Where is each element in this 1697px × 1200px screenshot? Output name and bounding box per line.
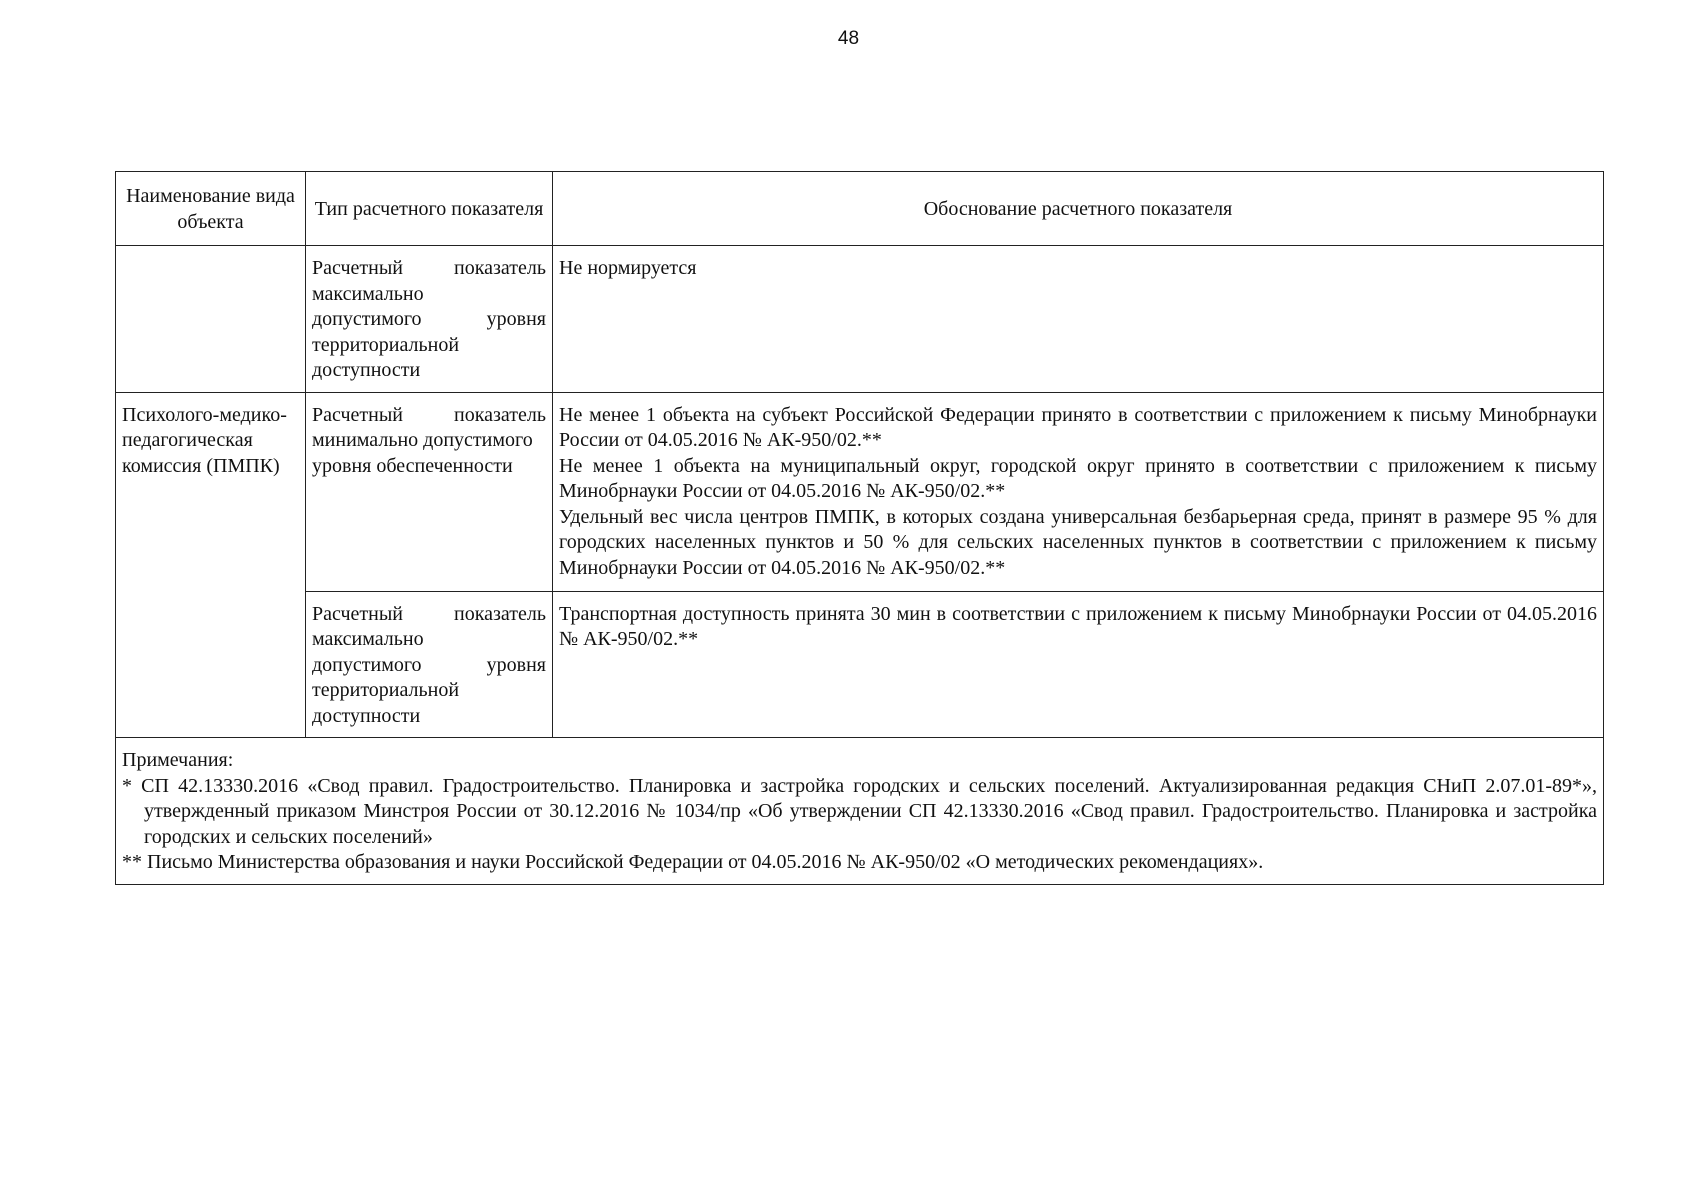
indicator-line: максимально	[312, 282, 424, 305]
header-indicator-type: Тип расчетного показателя	[306, 172, 553, 246]
header-object-name: Наименование вида объекта	[116, 172, 306, 246]
cell-justification	[553, 246, 1604, 393]
cell-justification	[553, 392, 1604, 591]
cell-object-name: Психолого-медико-педагогическая комиссия (ПМПК)	[116, 392, 306, 738]
indicator-line: Расчетный показатель	[312, 257, 546, 279]
table-row	[116, 246, 1604, 393]
cell-indicator-type	[306, 246, 553, 393]
cell-justification	[553, 591, 1604, 738]
cell-object-name	[116, 246, 306, 393]
justification-paragraph: Удельный вес числа центров ПМПК, в которых создана универсальная безбарьерная среда, принят в размере 95 % для городских населенных пунктов и 50 % для сельских населенных пунктов в соответствии с приложением к письму Минобрнауки России от 04.05.2016 № АК-950/02.**	[559, 505, 1597, 579]
table-row	[116, 392, 1604, 591]
indicator-line: доступности	[312, 359, 421, 381]
indicator-line: доступности	[312, 704, 421, 727]
indicator-line: максимально	[312, 628, 424, 650]
justification-paragraph: Транспортная доступность принята 30 мин в соответствии с приложением к письму Минобрнауки России от 04.05.2016 № АК-950/02.**	[559, 602, 1597, 650]
indicator-line: минимально допустимого	[312, 429, 533, 451]
cell-indicator-type	[306, 392, 553, 591]
indicator-line: Расчетный показатель	[312, 602, 546, 625]
indicator-line: уровня обеспеченности	[312, 454, 513, 477]
indicator-line: допустимого уровня	[312, 308, 546, 330]
note-item: ** Письмо Министерства образования и науки Российской Федерации от 04.05.2016 № АК-950/02 «О методических рекомендациях».	[122, 851, 1264, 873]
notes-row	[116, 738, 1604, 885]
notes-title: Примечания:	[122, 749, 234, 771]
page-number: 48	[837, 28, 860, 49]
norms-table	[115, 171, 1604, 885]
cell-indicator-type	[306, 591, 553, 738]
indicator-line: допустимого уровня	[312, 653, 546, 676]
indicator-line: Расчетный показатель	[312, 403, 546, 426]
indicator-line: территориальной	[312, 679, 460, 701]
justification-paragraph: Не нормируется	[559, 257, 697, 279]
justification-paragraph: Не менее 1 объекта на муниципальный округ, городской округ принято в соответствии с приложением к письму Минобрнауки России от 04.05.2016 № АК-950/02.**	[559, 454, 1597, 502]
note-item: * СП 42.13330.2016 «Свод правил. Градостроительство. Планировка и застройка городских и сельских поселений. Актуализированная редакция СНиП 2.07.01-89*», утвержденный приказом Минстроя России от 30.12.2016 № 1034/пр «Об утверждении СП 42.13330.2016 «Свод правил. Градостроительство. Планировка и застройка городских и сельских поселений»	[122, 774, 1597, 848]
justification-paragraph: Не менее 1 объекта на субъект Российской Федерации принято в соответствии с приложением к письму Минобрнауки России от 04.05.2016 № АК-950/02.**	[559, 403, 1597, 451]
indicator-line: территориальной	[312, 333, 460, 356]
table-header-row	[116, 172, 1604, 246]
table-row	[116, 591, 1604, 738]
header-justification: Обоснование расчетного показателя	[553, 172, 1604, 246]
notes-cell	[116, 738, 1604, 885]
